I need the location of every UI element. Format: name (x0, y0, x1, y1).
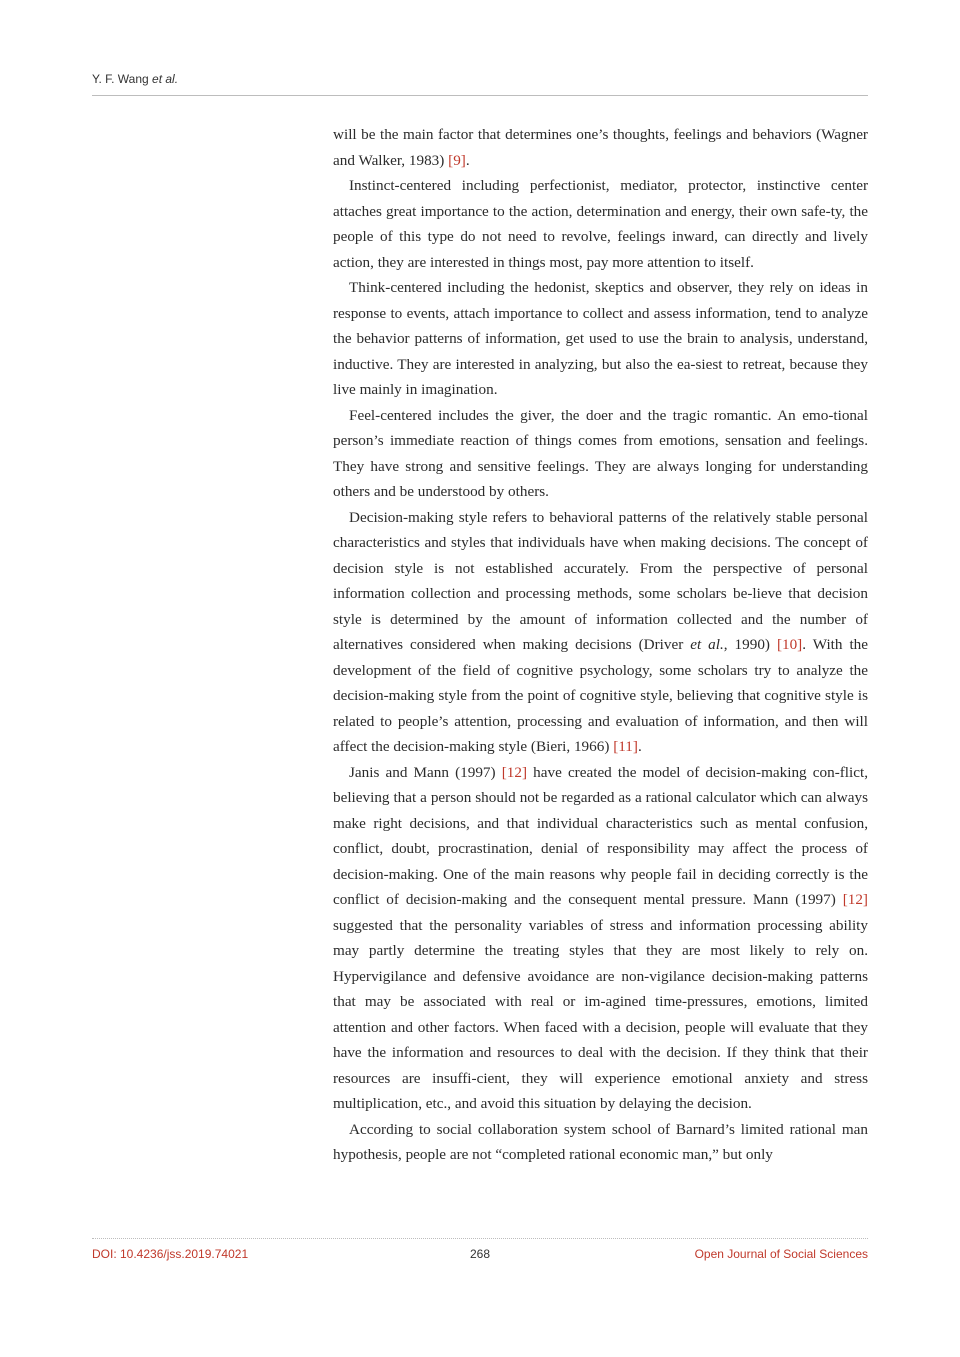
header-authors: Y. F. Wang (92, 72, 153, 86)
footer-divider (92, 1238, 868, 1239)
paragraph-4: Feel-centered includes the giver, the doer and the tragic romantic. An emo-tional person’s immediate reaction of things comes from emotions, sensation and feelings. They have strong and sensitive feelings. They are always longing for understanding others and be understood by others. (333, 406, 868, 500)
citation-link[interactable]: [9] (448, 151, 466, 169)
citation-link[interactable]: [12] (842, 891, 868, 908)
paragraph-3: Think-centered including the hedonist, skeptics and observer, they rely on ideas in response to events, attach importance to collect and assess information, tend to analyze the behavior patterns of information, get used to use the brain to analysis, understand, inductive. They are interested in analyzing, but also the ea-siest to retreat, because they live mainly in imagination. (333, 279, 868, 398)
citation-link[interactable]: [10] (776, 636, 803, 653)
paragraph-2: Instinct-centered including perfectionist, mediator, protector, instinctive center attaches great importance to the action, determination and energy, their own safe-ty, the people of this type do not need to revolve, feelings inward, can directly and lively action, they are interested in things most, pay more attention to itself. (333, 177, 868, 271)
paragraph-1: will be the main factor that determines one’s thoughts, feelings and behaviors (Wagner and Walker, 1983) [9]. (333, 126, 868, 169)
paragraph-5: Decision-making style refers to behavioral patterns of the relatively stable personal characteristics and styles that individuals have when making decisions. The concept of decision style is not established accurately. From the perspective of personal information collection and processing methods, some scholars be-lieve that decision style is determined by the amount of information collected and the number of alternatives considered when making decisions (Driver et al., 1990) [10]. With the development of the field of cognitive psychology, some scholars try to analyze the decision-making style from the point of cognitive style, believing that cognitive style is related to people’s attention, processing and evaluation of information, and then will affect the decision-making style (Bieri, 1966) [11]. (333, 508, 869, 755)
header-etal: et al. (152, 72, 179, 86)
running-header (92, 72, 178, 86)
footer-doi-link[interactable]: DOI: 10.4236/jss.2019.74021 (92, 1247, 249, 1261)
header-divider (92, 95, 868, 96)
paragraph-6: Janis and Mann (1997) [12] have created the model of decision-making con-flict, believing that a person should not be regarded as a rational calculator which can always make right decisions, and that individual characteristics such as mental confusion, conflict, doubt, procrastination, denial of responsibility may affect the process of decision-making. One of the main reasons why people fail in deciding correctly is the conflict of decision-making and the consequent mental pressure. Mann (1997) [12] suggested that the personality variables of stress and information processing ability may partly determine the treating styles that they are most likely to rely on. Hypervigilance and defensive avoidance are non-vigilance decision-making patterns that may be associated with real or im-agined time-pressures, emotions, limited attention and other factors. When faced with a decision, people will evaluate that they have the information and resources to deal with the decision. If they think that their resources are insuffi-cient, they will experience emotional anxiety and stress multiplication, etc., and avoid this situation by delaying the decision. (333, 763, 869, 1112)
paragraph-7: According to social collaboration system school of Barnard’s limited rational man hypothesis, people are not “completed rational economic man,” but only (333, 1120, 868, 1163)
citation-link[interactable]: [12] (501, 763, 528, 781)
article-body (333, 122, 868, 1168)
citation-link[interactable]: [11] (613, 738, 638, 755)
footer-journal-link[interactable]: Open Journal of Social Sciences (694, 1247, 868, 1261)
page-number: 268 (470, 1247, 491, 1261)
